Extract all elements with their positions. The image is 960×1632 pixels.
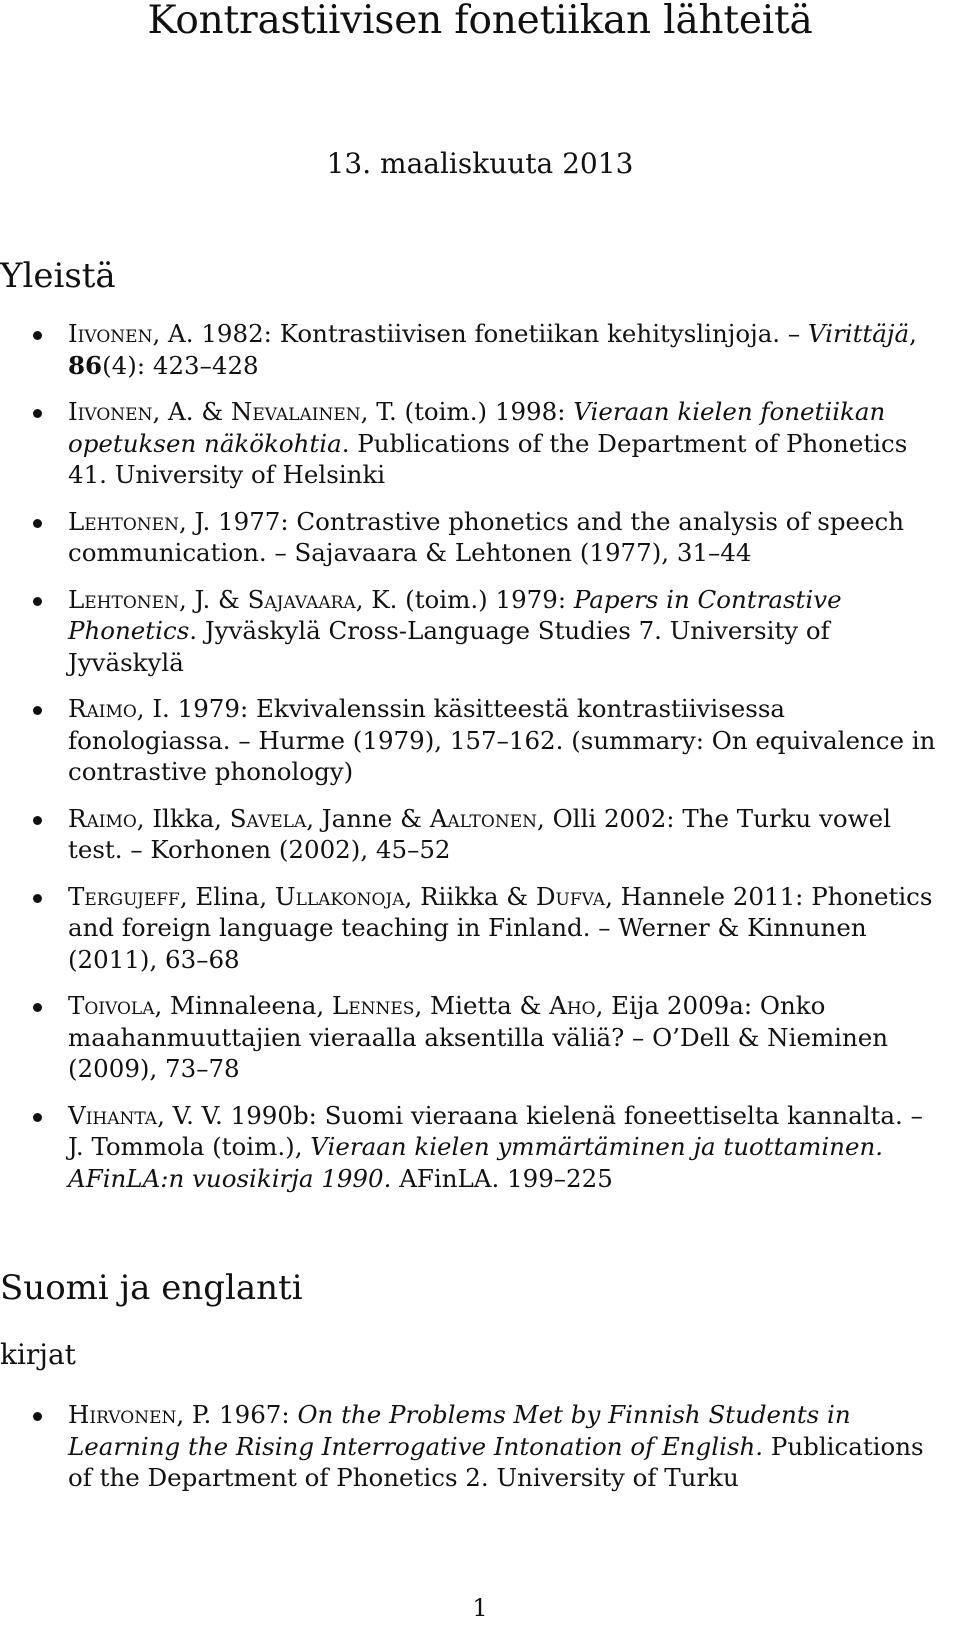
bibliography-entry — [0, 396, 960, 491]
work-title: Virittäjä — [807, 319, 910, 348]
citation-text: Publications of the Department of Phonetics 2. University of Turku — [68, 1431, 924, 1492]
author-name: Nevalainen — [230, 397, 361, 426]
citation-text: , Janne & — [306, 803, 430, 833]
citation-text: . Jyväskylä Cross-Language Studies 7. University of Jyväskylä — [68, 616, 830, 677]
bullet-icon — [33, 1113, 42, 1122]
section-title-suomi-ja-englanti: Suomi ja englanti — [0, 1268, 303, 1308]
bibliography-entry — [0, 881, 960, 976]
bibliography-list-yleista — [0, 318, 960, 1194]
bibliography-entry — [0, 584, 960, 679]
bullet-icon — [33, 706, 42, 715]
section-title-yleista: Yleistä — [0, 256, 116, 296]
author-name: Dufva — [535, 881, 606, 911]
citation-text: , Olli 2002: The Turku vowel test. – Korhonen (2002), 45–52 — [68, 803, 891, 864]
bullet-icon — [33, 816, 42, 825]
document-title: Kontrastiivisen fonetiikan lähteitä — [147, 0, 813, 43]
work-title: Vieraan kielen ymmärtäminen ja tuottaminen. AFinLA:n vuosikirja 1990. — [68, 1132, 884, 1193]
author-name: Raimo — [68, 694, 137, 723]
citation-text: , A. 1982: Kontrastiivisen fonetiikan kehityslinjoja. – — [152, 319, 808, 348]
citation-text: , J. & — [178, 584, 248, 614]
page-number: 1 — [472, 1594, 488, 1622]
bibliography-entry — [0, 1100, 960, 1195]
bibliography-entry — [0, 990, 960, 1085]
author-name: Vihanta — [68, 1100, 158, 1130]
author-name: Lennes — [331, 991, 415, 1020]
citation-text: , Riikka & — [404, 881, 536, 911]
bullet-icon — [33, 1412, 42, 1421]
citation-text: , Hannele 2011: Phonetics and foreign language teaching in Finland. – Werner & Kinnunen (2011), 63–68 — [68, 881, 933, 974]
author-name: Tergujeff — [68, 881, 180, 911]
author-name: Aaltonen — [429, 803, 537, 833]
citation-text: , Mietta & — [414, 991, 550, 1020]
bullet-icon — [33, 894, 42, 903]
author-name: Iivonen — [68, 319, 153, 348]
author-name: Savela — [229, 803, 307, 833]
document-date: 13. maaliskuuta 2013 — [326, 147, 634, 180]
bibliography-entry — [0, 693, 960, 788]
citation-text: (4): 423–428 — [102, 350, 259, 380]
author-name: Toivola — [68, 991, 155, 1020]
citation-text: , — [909, 319, 917, 348]
citation-text: , I. 1979: Ekvivalenssin käsitteestä kontrastiivisessa fonologiassa. – Hurme (1979), 157–162. (summary: On equivalence in contrastive phonology) — [68, 694, 936, 786]
author-name: Raimo — [68, 803, 137, 833]
author-name: Lehtonen — [68, 506, 179, 536]
citation-text: , Ilkka, — [136, 803, 230, 833]
bibliography-entry — [0, 506, 960, 569]
work-title: Vieraan kielen fonetiikan opetuksen näkökohtia — [68, 397, 886, 458]
citation-text: , J. 1977: Contrastive phonetics and the analysis of speech communication. – Sajavaara & Lehtonen (1977), 31–44 — [68, 506, 905, 567]
citation-text: . Publications of the Department of Phonetics 41. University of Helsinki — [68, 428, 908, 489]
citation-text: AFinLA. 199–225 — [391, 1163, 613, 1193]
bibliography-list-kirjat — [0, 1399, 960, 1494]
work-title: On the Problems Met by Finnish Students in Learning the Rising Interrogative Intonation of English. — [68, 1400, 851, 1461]
bullet-icon — [33, 409, 42, 418]
author-name: Ullakonoja — [274, 881, 405, 911]
volume-number: 86 — [68, 350, 103, 380]
citation-text: , V. V. 1990b: Suomi vieraana kielenä foneettiselta kannalta. – J. Tommola (toim.), — [68, 1100, 923, 1161]
citation-text: , Elina, — [179, 881, 275, 911]
bullet-icon — [33, 1003, 42, 1012]
author-name: Hirvonen — [68, 1400, 177, 1429]
citation-text: , K. (toim.) 1979: — [355, 584, 574, 614]
citation-text: , Minnaleena, — [154, 991, 332, 1020]
author-name: Aho — [549, 991, 596, 1020]
author-name: Iivonen — [68, 397, 153, 426]
citation-text: , Eija 2009a: Onko maahanmuuttajien vieraalla aksentilla väliä? – O’Dell & Nieminen (2009), 73–78 — [68, 991, 889, 1083]
bullet-icon — [33, 331, 42, 340]
bibliography-entry — [0, 318, 960, 381]
subsection-title-kirjat: kirjat — [0, 1338, 76, 1371]
citation-text: , P. 1967: — [176, 1400, 298, 1429]
bullet-icon — [33, 519, 42, 528]
bibliography-entry — [0, 803, 960, 866]
citation-text: , T. (toim.) 1998: — [360, 397, 574, 426]
author-name: Lehtonen — [68, 584, 179, 614]
bullet-icon — [33, 597, 42, 606]
work-title: Papers in Contrastive Phonetics — [68, 584, 842, 645]
citation-text: , A. & — [152, 397, 231, 426]
bibliography-entry — [0, 1399, 960, 1494]
author-name: Sajavaara — [247, 584, 356, 614]
